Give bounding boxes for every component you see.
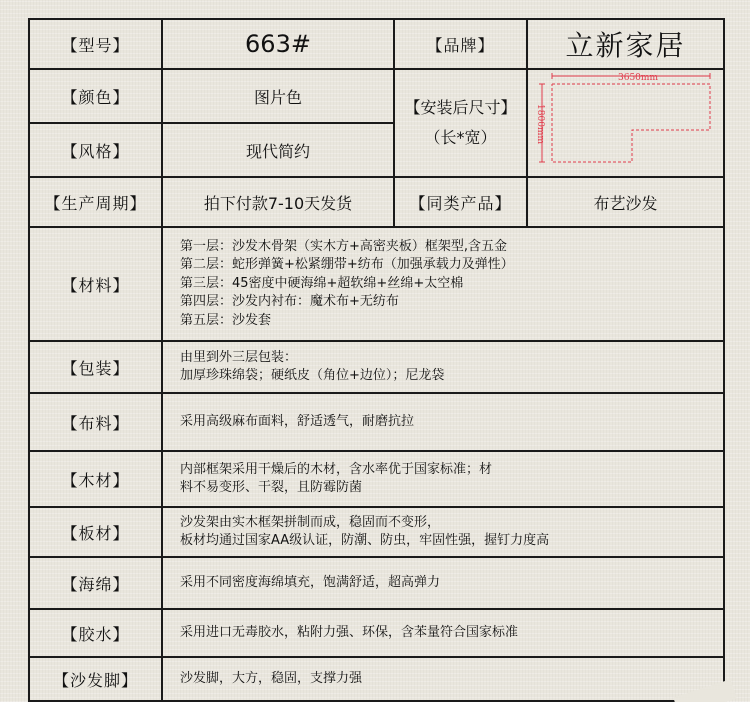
size-label-line1: 【安装后尺寸】 [404,98,517,117]
wood-label: 【木材】 [29,451,162,507]
size-diagram [527,69,724,177]
length-text: 3650mm [618,73,658,83]
detail-row-glue [29,609,724,657]
spec-sheet [28,18,723,698]
spec-table [28,18,725,702]
detail-row-sponge [29,557,724,609]
detail-row-sofa-leg [29,657,724,701]
glue-label: 【胶水】 [29,609,162,657]
l-shape-diagram [528,70,721,176]
brand-value: 立新家居 [527,19,724,69]
sofa-leg-label: 【沙发脚】 [29,657,162,701]
period-value: 拍下付款7-10天发货 [162,177,394,227]
size-label [394,69,527,177]
similar-value: 布艺沙发 [527,177,724,227]
color-value: 图片色 [162,69,394,123]
detail-row-material [29,227,724,341]
material-label: 【材料】 [29,227,162,341]
l-shape-outline [552,84,710,162]
style-value: 现代简约 [162,123,394,177]
board-label: 【板材】 [29,507,162,557]
width-text: 1800mm [535,104,545,144]
glue-text: 采用进口无毒胶水，粘附力强、环保，含苯量符合国家标准 [162,609,724,657]
brand-label: 【品牌】 [394,19,527,69]
detail-row-board [29,507,724,557]
similar-label: 【同类产品】 [394,177,527,227]
sofa-leg-text: 沙发脚，大方，稳固，支撑力强 [162,657,724,701]
model-label: 【型号】 [29,19,162,69]
wood-text: 内部框架采用干燥后的木材，含水率优于国家标准；材 料不易变形、干裂，且防霉防菌 [162,451,724,507]
fabric-text: 采用高级麻布面料，舒适透气，耐磨抗拉 [162,393,724,451]
detail-row-packaging [29,341,724,393]
size-label-line2: （长*宽） [424,128,497,147]
detail-row-wood [29,451,724,507]
sponge-label: 【海绵】 [29,557,162,609]
color-label: 【颜色】 [29,69,162,123]
model-value: 663# [162,19,394,69]
sponge-text: 采用不同密度海绵填充，饱满舒适，超高弹力 [162,557,724,609]
fabric-label: 【布料】 [29,393,162,451]
material-text: 第一层：沙发木骨架（实木方+高密夹板）框架型,含五金 第二层：蛇形弹簧+松紧绷带+纺布（加强承载力及弹性） 第三层：45密度中硬海绵+超软绵+丝绵+太空棉 第四层：沙发内衬布：魔术布+无纺布 第五层：沙发套 [162,227,724,341]
style-label: 【风格】 [29,123,162,177]
period-label: 【生产周期】 [29,177,162,227]
packaging-text: 由里到外三层包装： 加厚珍珠绵袋；硬纸皮（角位+边位）；尼龙袋 [162,341,724,393]
packaging-label: 【包装】 [29,341,162,393]
board-text: 沙发架由实木框架拼制而成，稳固而不变形， 板材均通过国家AA级认证，防潮、防虫，牢固性强，握钉力度高 [162,507,724,557]
detail-row-fabric [29,393,724,451]
